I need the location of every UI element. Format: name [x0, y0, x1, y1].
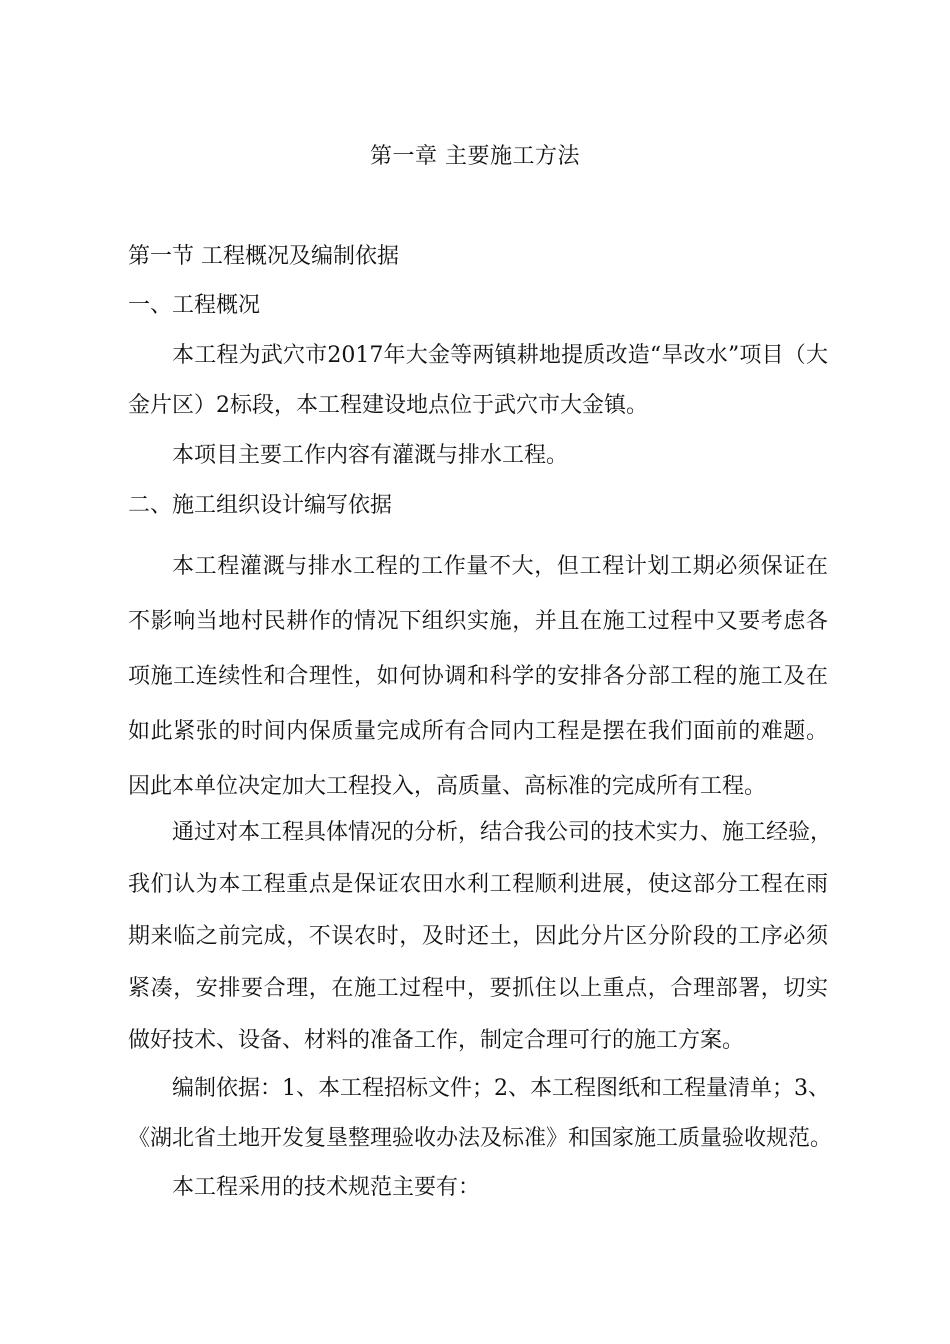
paragraph-line: 《湖北省土地开发复垦整理验收办法及标准》和国家施工质量验收规范。 — [128, 1126, 833, 1151]
paragraph-line: 项施工连续性和合理性，如何协调和科学的安排各分部工程的施工及在 — [128, 664, 828, 689]
paragraph-line: 我们认为本工程重点是保证农田水利工程顺利进展，使这部分工程在雨 — [128, 872, 828, 897]
paragraph-line: 紧凑，安排要合理，在施工过程中，要抓住以上重点，合理部署，切实 — [128, 976, 828, 1001]
subsection-heading-basis: 二、施工组织设计编写依据 — [128, 493, 393, 518]
paragraph-line: 因此本单位决定加大工程投入，高质量、高标准的完成所有工程。 — [128, 774, 767, 799]
paragraph-line: 不影响当地村民耕作的情况下组织实施，并且在施工过程中又要考虑各 — [128, 609, 828, 634]
chapter-title: 第一章 主要施工方法 — [370, 144, 580, 169]
paragraph-line: 编制依据：1、本工程招标文件；2、本工程图纸和工程量清单；3、 — [172, 1076, 830, 1101]
section-title: 第一节 工程概况及编制依据 — [128, 244, 399, 269]
paragraph-line: 本工程为武穴市2017年大金等两镇耕地提质改造“旱改水”项目（大 — [172, 343, 828, 368]
paragraph-line: 本工程灌溉与排水工程的工作量不大，但工程计划工期必须保证在 — [172, 554, 828, 579]
paragraph-line: 做好技术、设备、材料的准备工作，制定合理可行的施工方案。 — [128, 1028, 745, 1053]
paragraph-line: 期来临之前完成，不误农时，及时还土，因此分片区分阶段的工序必须 — [128, 924, 828, 949]
paragraph-line: 通过对本工程具体情况的分析，结合我公司的技术实力、施工经验， — [172, 820, 833, 845]
paragraph-line: 本工程采用的技术规范主要有： — [172, 1175, 481, 1200]
subsection-heading-overview: 一、工程概况 — [128, 293, 261, 318]
paragraph-line: 金片区）2标段，本工程建设地点位于武穴市大金镇。 — [128, 393, 648, 418]
paragraph-line: 如此紧张的时间内保质量完成所有合同内工程是摆在我们面前的难题。 — [128, 719, 828, 744]
paragraph-line: 本项目主要工作内容有灌溉与排水工程。 — [172, 443, 569, 468]
